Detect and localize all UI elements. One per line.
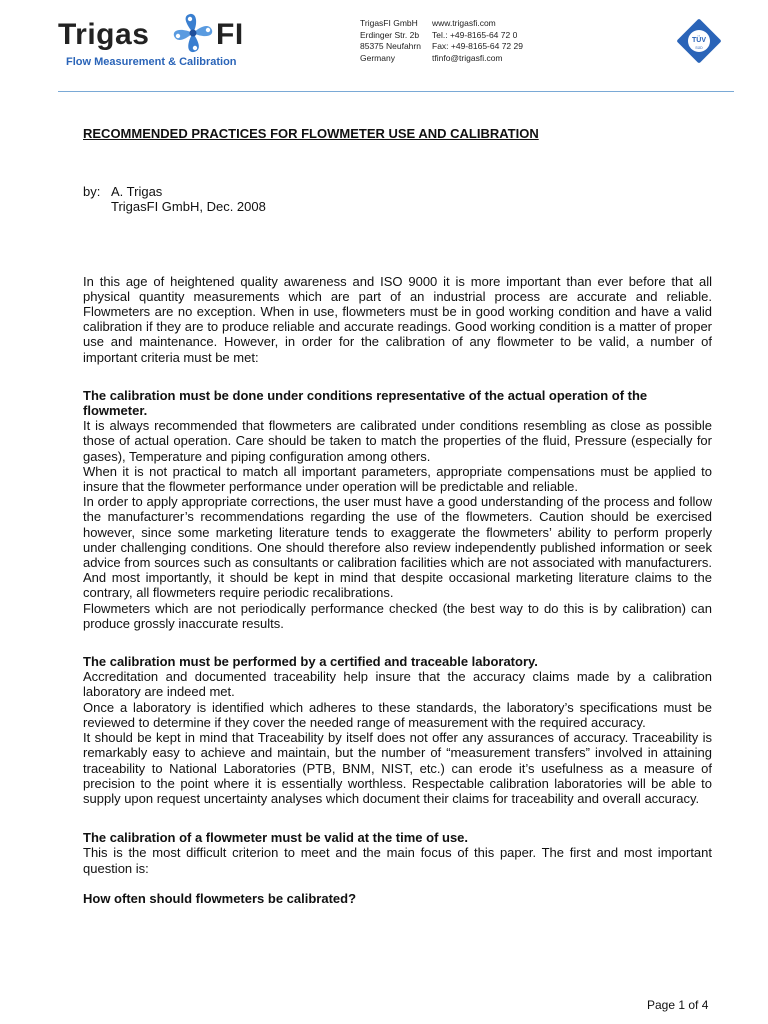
tagline: Flow Measurement & Calibration <box>66 56 237 68</box>
paragraph: This is the most difficult criterion to meet and the main focus of this paper. The first and most important question is: <box>83 845 712 876</box>
contact-email: tfinfo@trigasfi.com <box>432 52 503 63</box>
question-heading: How often should flowmeters be calibrated? <box>83 890 357 906</box>
logo-text-trigas: Trigas <box>58 18 150 51</box>
affiliation: TrigasFI GmbH, Dec. 2008 <box>111 199 266 215</box>
page-number: Page 1 of 4 <box>647 998 709 1012</box>
byline <box>83 184 712 214</box>
logo-text-fi: FI <box>216 18 244 51</box>
paragraph: In order to apply appropriate corrections, the user must have a good understanding of the process and follow the manufacturer’s recommendations regarding the use of the flowmeters. Caution should be exercised however, since some marketing literature tends to exaggerate the flowmeters’ ability to perform properly under challenging conditions. One should therefore also review independently published information or seek advice from sources such as consultants or calibration facilities which are not associated with manufacturers. And most importantly, it should be kept in mind that despite occasional marketing literature claims to the contrary, all flowmeters require periodic recalibrations. <box>83 494 712 601</box>
contact-website: www.trigasfi.com <box>432 18 496 28</box>
logo-flow-icon <box>168 10 218 56</box>
tuv-badge-icon <box>675 17 723 65</box>
address-line: 85375 Neufahrn <box>360 41 421 51</box>
svg-text:TÜV: TÜV <box>692 37 706 44</box>
paragraph: Accreditation and documented traceability help insure that the accuracy claims made by a calibration laboratory are indeed met. <box>83 669 712 700</box>
intro-paragraph: In this age of heightened quality awareness and ISO 9000 it is more important than ever before that all physical quantity measurements which are part of an industrial process are accurate and reliable. Flowmeters are no exception. When in use, flowmeters must be in good working condition and have a valid calibration if they are to produce reliable and accurate readings. Good working condition is a matter of proper use and maintenance. However, in order for the calibration of any flowmeter to be valid, a number of important criteria must be met: <box>83 273 712 365</box>
address-line: TrigasFI GmbH <box>360 18 418 28</box>
header-divider <box>58 91 734 92</box>
paragraph: It is always recommended that flowmeters are calibrated under conditions resembling as close as possible those of actual operation. Care should be taken to match the properties of the fluid, Pressure (especially for gases), Temperature and piping configuration among others. <box>83 418 712 464</box>
paragraph: When it is not practical to match all important parameters, appropriate compensations must be applied to insure that the flowmeter performance under operation will be predictable and reliable. <box>83 463 712 495</box>
address-line: Germany <box>360 52 395 63</box>
paragraph: It should be kept in mind that Traceability by itself does not offer any assurances of accuracy. Traceability is remarkably easy to achieve and maintain, but the number of “measurement transfers” involved in attaining traceability to National Laboratories (PTB, BNM, NIST, etc.) can erode it’s usefulness as a measure of precision to the point where it is essentially worthless. Respectable calibration laboratories will be able to supply upon request uncertainty analyses which document their claims for traceability and overall accuracy. <box>83 730 712 806</box>
company-address <box>360 18 421 64</box>
address-line: Erdinger Str. 2b <box>360 29 420 40</box>
svg-text:SÜD: SÜD <box>695 46 703 50</box>
paragraph: Flowmeters which are not periodically performance checked (the best way to do this is by calibration) can produce grossly inaccurate results. <box>83 600 712 631</box>
section-heading: The calibration must be performed by a certified and traceable laboratory. <box>83 654 538 670</box>
author: A. Trigas <box>111 184 163 200</box>
paragraph: Once a laboratory is identified which adheres to these standards, the laboratory’s specifications must be reviewed to determine if they cover the needed range of measurement with the required accuracy. <box>83 699 712 730</box>
section-heading: The calibration must be done under conditions representative of the actual operation of the flowmeter. <box>83 387 648 419</box>
document-title: RECOMMENDED PRACTICES FOR FLOWMETER USE AND CALIBRATION <box>83 126 539 141</box>
section-heading: The calibration of a flowmeter must be valid at the time of use. <box>83 830 469 846</box>
contact-fax: Fax: +49-8165-64 72 29 <box>432 41 523 51</box>
document-body <box>83 126 712 906</box>
letterhead <box>0 0 768 95</box>
contact-phone: Tel.: +49-8165-64 72 0 <box>432 29 518 40</box>
by-label: by: <box>83 184 101 200</box>
company-contact <box>432 18 523 64</box>
